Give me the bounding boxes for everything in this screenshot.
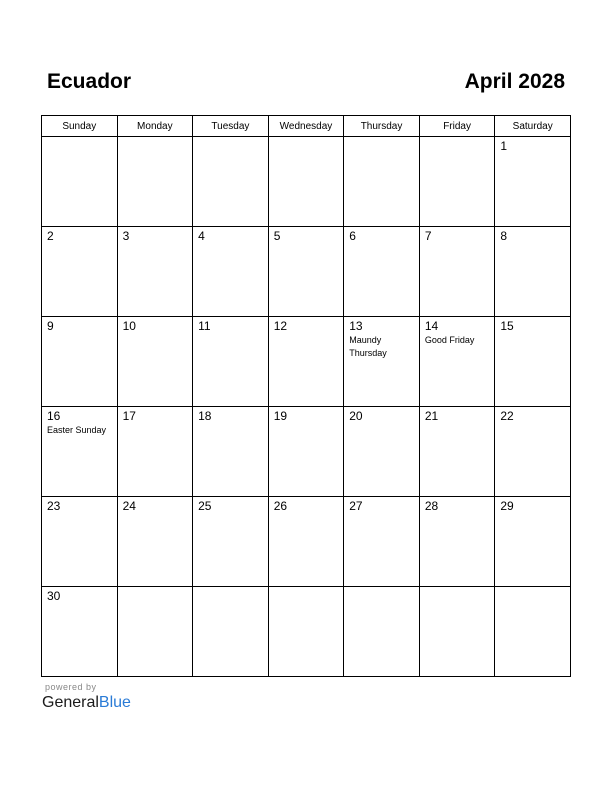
day-number: 8 — [500, 229, 508, 243]
weekday-header-row — [42, 116, 571, 137]
day-cell — [193, 137, 269, 227]
day-number: 11 — [198, 319, 211, 333]
day-cell — [193, 317, 269, 407]
day-number: 30 — [47, 589, 61, 603]
weekday-thursday: Thursday — [344, 116, 420, 137]
day-cell — [344, 227, 420, 317]
logo-text-general: General — [42, 694, 99, 711]
country-title: Ecuador — [47, 70, 132, 93]
day-number: 23 — [47, 499, 61, 513]
day-cell — [42, 227, 118, 317]
day-cell — [268, 227, 344, 317]
day-cell — [419, 317, 495, 407]
weekday-monday: Monday — [117, 116, 193, 137]
day-cell — [344, 317, 420, 407]
day-cell — [495, 317, 571, 407]
day-number: 1 — [500, 139, 508, 153]
weekday-friday: Friday — [419, 116, 495, 137]
day-number: 20 — [349, 409, 363, 423]
day-number: 15 — [500, 319, 514, 333]
day-cell — [117, 227, 193, 317]
day-cell — [42, 497, 118, 587]
day-number: 25 — [198, 499, 212, 513]
day-cell — [495, 137, 571, 227]
day-cell — [495, 227, 571, 317]
day-number: 14 — [424, 319, 439, 333]
day-cell — [344, 587, 420, 677]
week-row — [42, 497, 571, 587]
week-row — [42, 407, 571, 497]
day-number: 3 — [122, 229, 130, 243]
generalblue-logo — [42, 694, 131, 712]
week-row — [42, 587, 571, 677]
day-number: 21 — [424, 409, 439, 423]
week-row — [42, 317, 571, 407]
day-number: 19 — [273, 409, 288, 423]
day-number: 22 — [500, 409, 514, 423]
day-cell — [268, 407, 344, 497]
day-number: 26 — [273, 499, 288, 513]
day-number: 2 — [47, 229, 54, 243]
day-cell — [495, 497, 571, 587]
day-number: 4 — [198, 229, 205, 243]
day-cell — [193, 497, 269, 587]
day-cell — [419, 497, 495, 587]
day-number: 12 — [273, 319, 288, 333]
day-number: 29 — [500, 499, 514, 513]
day-cell — [344, 407, 420, 497]
powered-by-label: powered by — [45, 682, 97, 692]
weekday-sunday: Sunday — [42, 116, 118, 137]
day-number: 16 — [47, 409, 61, 423]
day-cell — [268, 317, 344, 407]
logo-text-blue: Blue — [98, 694, 131, 711]
day-number: 24 — [122, 499, 136, 513]
day-number: 28 — [424, 499, 439, 513]
holiday-label: Easter Sunday — [47, 425, 107, 435]
day-cell — [495, 587, 571, 677]
day-cell — [117, 407, 193, 497]
day-number: 5 — [273, 229, 281, 243]
day-cell — [193, 227, 269, 317]
day-cell — [268, 137, 344, 227]
holiday-label: Maundy Thursday — [349, 335, 387, 358]
day-cell — [344, 137, 420, 227]
day-number: 9 — [47, 319, 54, 333]
week-row — [42, 137, 571, 227]
day-cell — [42, 407, 118, 497]
day-cell — [42, 317, 118, 407]
day-cell — [193, 587, 269, 677]
day-cell — [419, 137, 495, 227]
day-cell — [344, 497, 420, 587]
weekday-saturday: Saturday — [495, 116, 571, 137]
day-number: 17 — [122, 409, 136, 423]
day-cell — [42, 587, 118, 677]
day-cell — [117, 317, 193, 407]
day-cell — [42, 137, 118, 227]
calendar-grid — [41, 115, 571, 677]
day-number: 27 — [349, 499, 363, 513]
day-number: 7 — [424, 229, 432, 243]
day-cell — [117, 587, 193, 677]
day-cell — [495, 407, 571, 497]
day-number: 6 — [349, 229, 356, 243]
week-row — [42, 227, 571, 317]
day-number: 13 — [349, 319, 363, 333]
day-cell — [419, 587, 495, 677]
weekday-wednesday: Wednesday — [268, 116, 344, 137]
day-cell — [193, 407, 269, 497]
day-cell — [117, 497, 193, 587]
month-year-title: April 2028 — [464, 70, 565, 93]
day-cell — [419, 407, 495, 497]
day-cell — [419, 227, 495, 317]
day-number: 18 — [198, 409, 212, 423]
day-cell — [268, 497, 344, 587]
day-number: 10 — [122, 319, 136, 333]
day-cell — [268, 587, 344, 677]
weekday-tuesday: Tuesday — [193, 116, 269, 137]
holiday-label: Good Friday — [424, 335, 475, 345]
day-cell — [117, 137, 193, 227]
